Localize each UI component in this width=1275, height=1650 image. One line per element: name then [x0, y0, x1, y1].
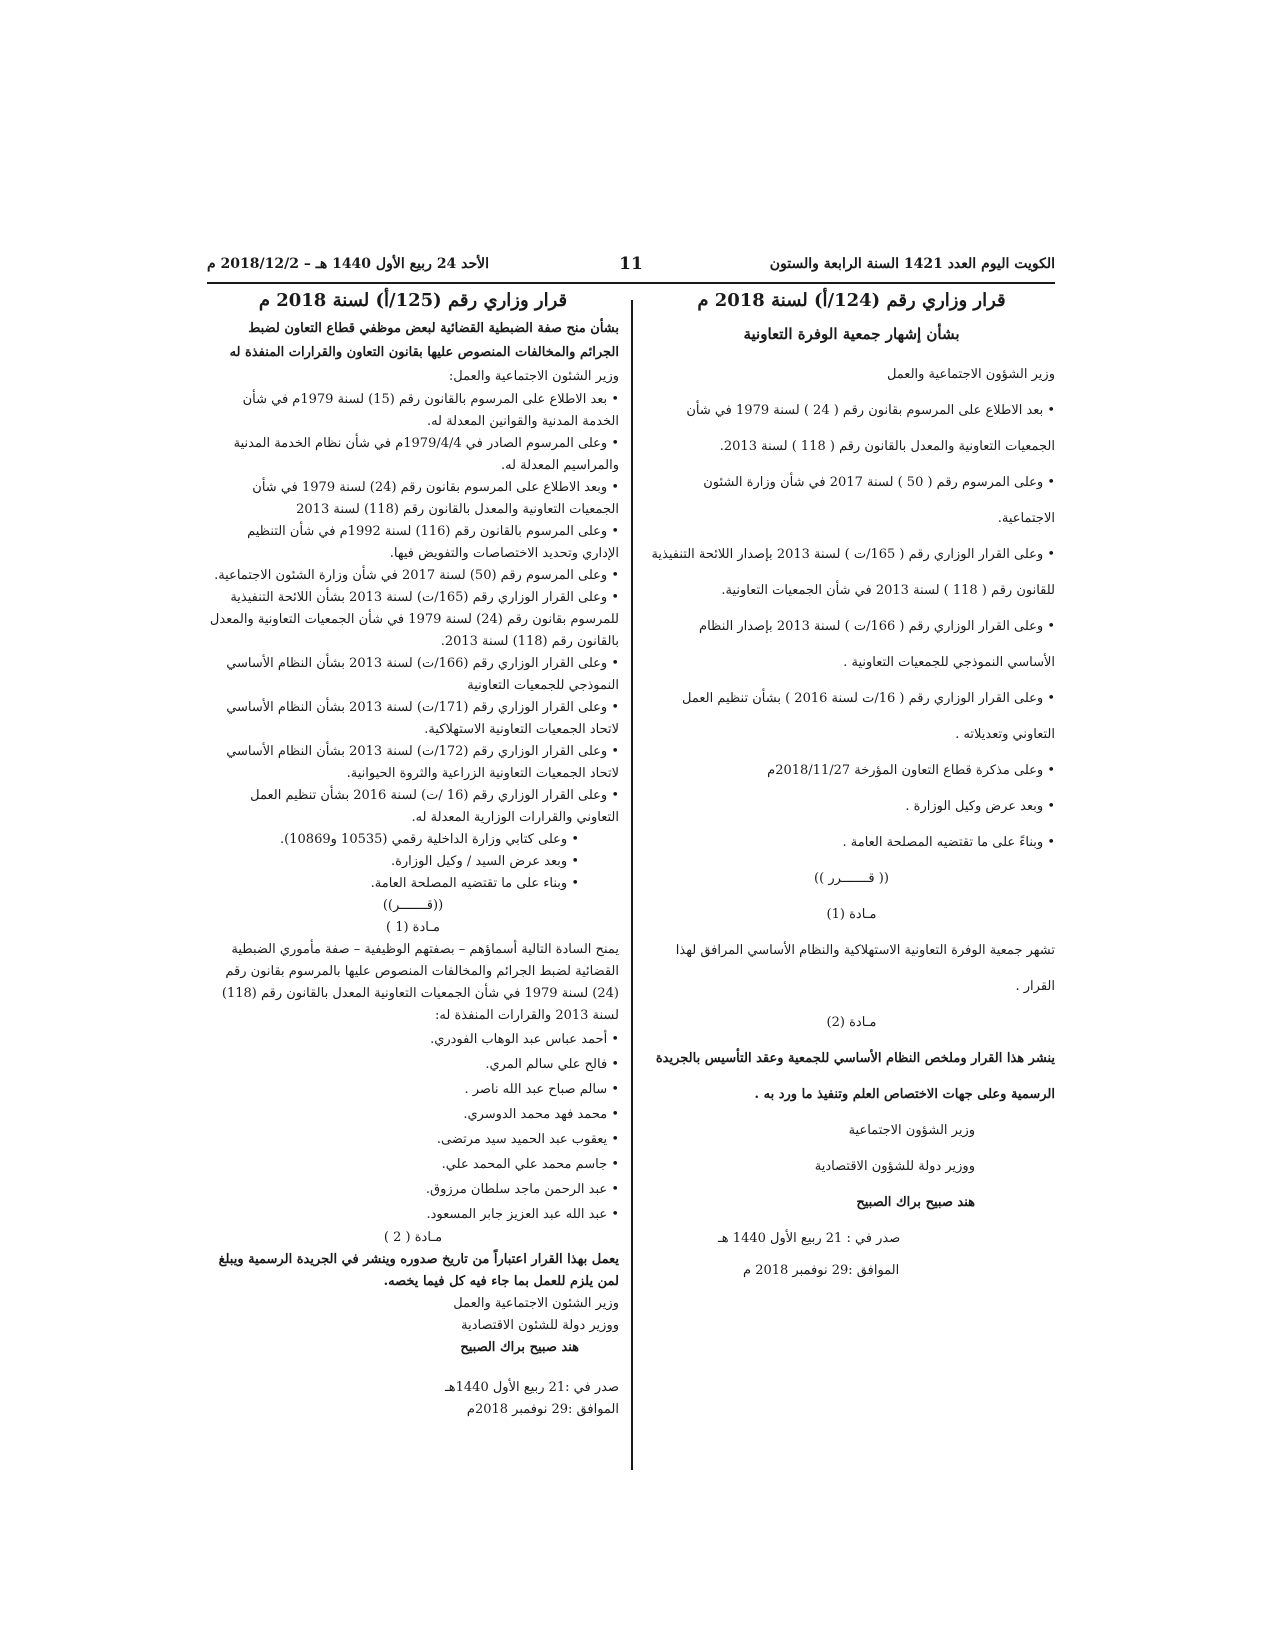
- decision-125-article-2-label: مـادة ( 2 ): [383, 1230, 443, 1245]
- decision-124-subtitle: بشأن إشهار جمعية الوفرة التعاونية: [743, 325, 960, 343]
- list-item: • محمد فهد محمد الدوسري.: [207, 1102, 619, 1127]
- decision-125-article-1-label: مـادة (1 ): [385, 920, 441, 935]
- column-divider: [631, 300, 633, 1470]
- decision-124-item: • وعلى القرار الوزاري رقم ( 166/ت ) لسنة 2013 بإصدار النظام الأساسي النموذجي للجمعيات التعاونية .: [648, 609, 1055, 681]
- decision-125-minister: وزير الشئون الاجتماعية والعمل:: [448, 369, 619, 384]
- decision-125-names-list: [207, 1027, 619, 1227]
- decision-125-item: • وعلى القرار الوزاري رقم (172/ت) لسنة 2013 بشأن النظام الأساسي لاتحاد الجمعيات التعاونية الزراعية والثروة الحيوانية.: [207, 741, 619, 785]
- decision-125-item: • وعلى القرار الوزاري رقم (16 /ت) لسنة 2016 بشأن تنظيم العمل التعاوني والقرارات الوزارية المعدلة له.: [207, 785, 619, 829]
- decision-125-item: • وعلى القرار الوزاري رقم (166/ت) لسنة 2013 بشأن النظام الأساسي النموذجي للجمعيات التعاونية: [207, 653, 619, 697]
- decision-125-signatory: هند صبيح براك الصبيح: [460, 1340, 579, 1355]
- decision-124-minister: وزير الشؤون الاجتماعية والعمل: [886, 367, 1055, 382]
- decision-125-item: • وعلى المرسوم بالقانون رقم (116) لسنة 1992م في شأن التنظيم الإداري وتحديد الاختصاصات والتفويض فيها.: [207, 521, 619, 565]
- decision-125-signature-title: وزير الشئون الاجتماعية والعمل: [453, 1296, 619, 1311]
- decision-124-item: • وبناءً على ما تقتضيه المصلحة العامة .: [648, 825, 1055, 861]
- decision-124-article-2-text: ينشر هذا القرار وملخص النظام الأساسي للجمعية وعقد التأسيس بالجريدة الرسمية وعلى جهات الاختصاص العلم وتنفيذ ما ورد به .: [655, 1051, 1055, 1102]
- header-publication: الكويت اليوم العدد 1421 السنة الرابعة والستون: [769, 256, 1055, 272]
- decision-124-title: قرار وزاري رقم (124/أ) لسنة 2018 م: [697, 290, 1006, 311]
- decision-125-item: • وبعد الاطلاع على المرسوم بقانون رقم (24) لسنة 1979 في شأن الجمعيات التعاونية والمعدل بالقانون رقم (118) لسنة 2013: [207, 477, 619, 521]
- header-date: الأحد 24 ربيع الأول 1440 هـ – 2018/12/2 م: [207, 256, 490, 272]
- decision-125-item: • وعلى المرسوم الصادر في 1979/4/4م في شأن نظام الخدمة المدنية والمراسيم المعدلة له.: [207, 433, 619, 477]
- decision-125-article-1-text: يمنح السادة التالية أسماؤهم – بصفتهم الوظيفية – صفة مأموري الضبطية القضائية لضبط الجرائم والمخالفات المنصوص عليها بالمرسوم بقانون رقم (24) لسنة 1979 في شأن الجمعيات التعاونية المعدل بالقانون رقم (118) لسنة 2013 والقرارات المنفذة له:: [221, 942, 619, 1023]
- decision-124-item: • وبعد عرض وكيل الوزارة .: [648, 789, 1055, 825]
- page-header: [207, 252, 1055, 284]
- header-page-number: 11: [619, 254, 643, 274]
- decision-125-item: • وبعد عرض السيد / وكيل الوزارة.: [207, 851, 619, 873]
- decision-124-signatory: هند صبيح براك الصبيح: [856, 1195, 975, 1210]
- list-item: • عبد الله عبد العزيز جابر المسعود.: [207, 1202, 619, 1227]
- decision-125: [207, 290, 619, 1421]
- decision-124-signature-title-2: ووزير دولة للشؤون الاقتصادية: [814, 1159, 975, 1174]
- decision-124-article-1-text: تشهر جمعية الوفرة التعاونية الاستهلاكية والنظام الأساسي المرافق لهذا القرار .: [675, 943, 1055, 994]
- decision-125-item: • بعد الاطلاع على المرسوم بالقانون رقم (15) لسنة 1979م في شأن الخدمة المدنية والقوانين المعدلة له.: [207, 389, 619, 433]
- decision-125-title: قرار وزاري رقم (125/أ) لسنة 2018 م: [258, 290, 568, 311]
- decision-125-article-2-text: يعمل بهذا القرار اعتباراً من تاريخ صدوره وينشر في الجريدة الرسمية ويبلغ لمن يلزم للعمل بما جاء فيه كل فيما يخصه.: [218, 1252, 619, 1289]
- decision-124-issued: صدر في : 21 ربيع الأول 1440 هـ: [718, 1231, 901, 1246]
- decision-124-item: • وعلى القرار الوزاري رقم ( 165/ت ) لسنة 2013 بإصدار اللائحة التنفيذية للقانون رقم ( 118 ) لسنة 2013 في شأن الجمعيات التعاونية.: [648, 537, 1055, 609]
- decision-125-item: • وعلى القرار الوزاري رقم (165/ت) لسنة 2013 بشأن اللائحة التنفيذية للمرسوم بقانون رقم (24) لسنة 1979 في شأن الجمعيات التعاونية والمعدل بالقانون رقم (118) لسنة 2013.: [207, 587, 619, 653]
- list-item: • فالح علي سالم المري.: [207, 1052, 619, 1077]
- decision-124-decision: (( قـــــــرر )): [814, 871, 889, 886]
- decision-125-issued: صدر في :21 ربيع الأول 1440هـ: [444, 1380, 619, 1395]
- decision-124-corresponding: الموافق :29 نوفمبر 2018 م: [743, 1263, 900, 1278]
- decision-125-item: • وبناء على ما تقتضيه المصلحة العامة.: [207, 873, 619, 895]
- list-item: • يعقوب عبد الحميد سيد مرتضى.: [207, 1127, 619, 1152]
- decision-125-corresponding: الموافق :29 نوفمبر 2018م: [466, 1402, 619, 1417]
- decision-124-item: • وعلى المرسوم رقم ( 50 ) لسنة 2017 في شأن وزارة الشئون الاجتماعية.: [648, 465, 1055, 537]
- decision-125-subtitle: بشأن منح صفة الضبطية القضائية لبعض موظفي قطاع التعاون لضبط الجرائم والمخالفات المنصوص عليها بقانون التعاون والقرارات المنفذة له: [229, 321, 619, 360]
- decision-125-item: • وعلى القرار الوزاري رقم (171/ت) لسنة 2013 بشأن النظام الأساسي لاتحاد الجمعيات التعاونية الاستهلاكية.: [207, 697, 619, 741]
- decision-125-item: • وعلى المرسوم رقم (50) لسنة 2017 في شأن وزارة الشئون الاجتماعية.: [207, 565, 619, 587]
- decision-124-item: • بعد الاطلاع على المرسوم بقانون رقم ( 24 ) لسنة 1979 في شأن الجمعيات التعاونية والمعدل بالقانون رقم ( 118 ) لسنة 2013.: [648, 393, 1055, 465]
- decision-124-item: • وعلى القرار الوزاري رقم ( 16/ت لسنة 2016 ) بشأن تنظيم العمل التعاوني وتعديلاته .: [648, 681, 1055, 753]
- decision-124-signature-title: وزير الشؤون الاجتماعية: [848, 1123, 975, 1138]
- decision-125-item: • وعلى كتابي وزارة الداخلية رقمي (10535 و10869).: [207, 829, 619, 851]
- decision-125-signature-title-2: ووزير دولة للشئون الاقتصادية: [461, 1318, 619, 1333]
- list-item: • عبد الرحمن ماجد سلطان مرزوق.: [207, 1177, 619, 1202]
- decision-124-article-1-label: مـادة (1): [826, 907, 877, 922]
- list-item: • جاسم محمد علي المحمد علي.: [207, 1152, 619, 1177]
- list-item: • سالم صباح عبد الله ناصر .: [207, 1077, 619, 1102]
- decision-125-decision: ((قـــــــر)): [382, 898, 444, 913]
- decision-124-item: • وعلى مذكرة قطاع التعاون المؤرخة 2018/11/27م: [648, 753, 1055, 789]
- list-item: • أحمد عباس عبد الوهاب الفودري.: [207, 1027, 619, 1052]
- decision-124-article-2-label: مـادة (2): [826, 1015, 877, 1030]
- decision-124: [648, 290, 1055, 1285]
